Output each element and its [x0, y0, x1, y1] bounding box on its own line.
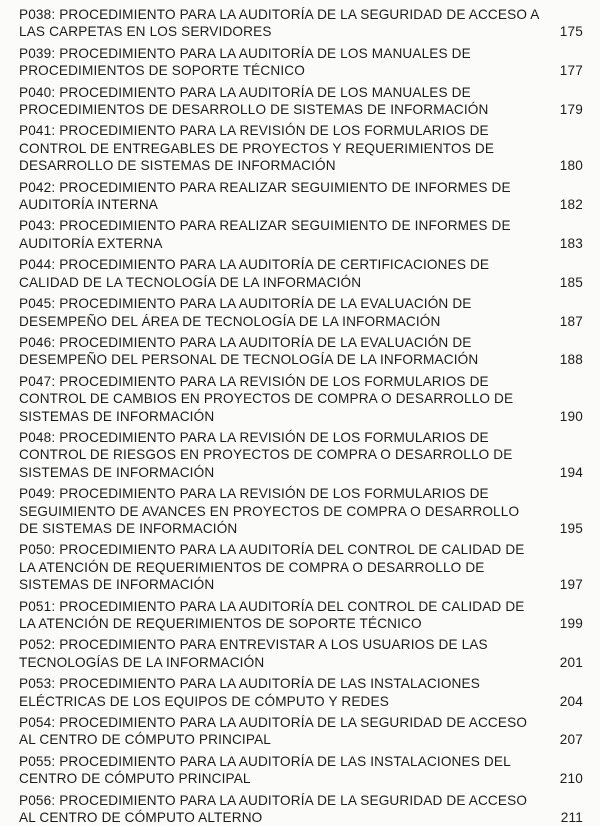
toc-entry: [19, 45, 583, 80]
toc-entry: [19, 373, 583, 425]
toc-entry: [19, 541, 583, 593]
toc-entry: [19, 598, 583, 633]
toc-entry: [19, 753, 583, 788]
toc-entry: [19, 84, 583, 119]
toc-entry: [19, 485, 583, 537]
toc-entry-title: P044: PROCEDIMIENTO PARA LA AUDITORÍA DE CERTIFICACIONES DE CALIDAD DE LA TECNOLOGÍA DE LA INFORMACIÓN: [19, 257, 490, 290]
toc-entry-title: P039: PROCEDIMIENTO PARA LA AUDITORÍA DE LOS MANUALES DE PROCEDIMIENTOS DE SOPORTE TÉCNICO: [19, 45, 471, 79]
toc-entry-title: P042: PROCEDIMIENTO PARA REALIZAR SEGUIMIENTO DE INFORMES DE AUDITORÍA INTERNA: [19, 179, 511, 213]
toc-entry: [19, 334, 583, 369]
toc-entry: [19, 179, 583, 214]
toc-entry-title: P052: PROCEDIMIENTO PARA ENTREVISTAR A LOS USUARIOS DE LAS TECNOLOGÍAS DE LA INFORMACIÓN: [19, 637, 488, 670]
toc-entry-title: P048: PROCEDIMIENTO PARA LA REVISIÓN DE LOS FORMULARIOS DE CONTROL DE RIESGOS EN PROYECTOS DE COMPRA O DESARROLLO DE SISTEMAS DE INFORMACIÓN: [19, 429, 513, 480]
toc-entry-title: P056: PROCEDIMIENTO PARA LA AUDITORÍA DE LA SEGURIDAD DE ACCESO AL CENTRO DE CÓMPUTO ALTERNO: [19, 792, 528, 826]
toc-entry-page-number: 190: [559, 408, 583, 424]
toc-entry: [19, 122, 583, 174]
toc-entry-title: P053: PROCEDIMIENTO PARA LA AUDITORÍA DE LAS INSTALACIONES ELÉCTRICAS DE LOS EQUIPOS DE CÓMPUTO Y REDES: [19, 676, 480, 709]
toc-entry-title: P051: PROCEDIMIENTO PARA LA AUDITORÍA DEL CONTROL DE CALIDAD DE LA ATENCIÓN DE REQUERIMIENTOS DE SOPORTE TÉCNICO: [19, 598, 525, 631]
toc-entry-page-number: 175: [559, 24, 583, 40]
toc-entry-page-number: 211: [560, 810, 583, 826]
toc-entry: [19, 295, 583, 330]
toc-entry: [19, 792, 583, 826]
toc-entry: [19, 256, 583, 291]
toc-entry-page-number: 188: [559, 352, 583, 368]
toc-entry-page-number: 197: [559, 577, 583, 593]
toc-entry: [19, 636, 583, 671]
toc-entry-page-number: 182: [559, 197, 583, 213]
toc-entry-page-number: 187: [559, 313, 583, 329]
toc-entry: [19, 675, 583, 710]
toc-entry-title: P043: PROCEDIMIENTO PARA REALIZAR SEGUIMIENTO DE INFORMES DE AUDITORÍA EXTERNA: [19, 218, 511, 251]
toc-entry-page-number: 180: [559, 158, 583, 174]
toc-entry-page-number: 195: [559, 520, 583, 536]
toc-entry-title: P045: PROCEDIMIENTO PARA LA AUDITORÍA DE LA EVALUACIÓN DE DESEMPEÑO DEL ÁREA DE TECNOLOGÍA DE LA INFORMACIÓN: [19, 296, 472, 329]
toc-entry-title: P040: PROCEDIMIENTO PARA LA AUDITORÍA DE LOS MANUALES DE PROCEDIMIENTOS DE DESARROLLO DE SISTEMAS DE INFORMACIÓN: [19, 84, 489, 118]
toc-entry-title: P041: PROCEDIMIENTO PARA LA REVISIÓN DE LOS FORMULARIOS DE CONTROL DE ENTREGABLES DE PROYECTOS Y REQUERIMIENTOS DE DESARROLLO DE SISTEMAS DE INFORMACIÓN: [19, 123, 495, 174]
toc-entry: [19, 217, 583, 252]
toc-entry-page-number: 210: [559, 771, 583, 787]
toc-entry-title: P047: PROCEDIMIENTO PARA LA REVISIÓN DE LOS FORMULARIOS DE CONTROL DE CAMBIOS EN PROYECTOS DE COMPRA O DESARROLLO DE SISTEMAS DE INFORMACIÓN: [19, 373, 514, 424]
toc-entry-title: P050: PROCEDIMIENTO PARA LA AUDITORÍA DEL CONTROL DE CALIDAD DE LA ATENCIÓN DE REQUERIMIENTOS DE COMPRA O DESARROLLO DE SISTEMAS DE INFORMACIÓN: [19, 542, 525, 593]
toc-entry-page-number: 183: [559, 235, 583, 251]
toc-entry-title: P046: PROCEDIMIENTO PARA LA AUDITORÍA DE LA EVALUACIÓN DE DESEMPEÑO DEL PERSONAL DE TECNOLOGÍA DE LA INFORMACIÓN: [19, 334, 479, 368]
toc-entry: [19, 6, 583, 41]
toc-entry-title: P055: PROCEDIMIENTO PARA LA AUDITORÍA DE LAS INSTALACIONES DEL CENTRO DE CÓMPUTO PRINCIPAL: [19, 753, 511, 787]
toc-entry-title: P049: PROCEDIMIENTO PARA LA REVISIÓN DE LOS FORMULARIOS DE SEGUIMIENTO DE AVANCES EN PROYECTOS DE COMPRA O DESARROLLO DE SISTEMAS DE INFORMACIÓN: [19, 486, 520, 536]
toc-entry-page-number: 177: [559, 63, 583, 79]
toc-entry-page-number: 207: [559, 732, 583, 748]
toc-entry: [19, 714, 583, 749]
toc-entry-page-number: 199: [559, 616, 583, 631]
toc-entry-page-number: 194: [559, 464, 583, 480]
toc-entry-page-number: 185: [559, 274, 583, 290]
toc-entry-page-number: 201: [559, 654, 583, 670]
toc-entry: [19, 429, 583, 481]
toc-entry-page-number: 204: [559, 693, 583, 709]
toc-entry-title: P054: PROCEDIMIENTO PARA LA AUDITORÍA DE LA SEGURIDAD DE ACCESO AL CENTRO DE CÓMPUTO PRINCIPAL: [19, 715, 528, 748]
toc-entry-page-number: 179: [559, 102, 583, 118]
toc-entry-title: P038: PROCEDIMIENTO PARA LA AUDITORÍA DE LA SEGURIDAD DE ACCESO A LAS CARPETAS EN LOS SERVIDORES: [19, 7, 539, 40]
